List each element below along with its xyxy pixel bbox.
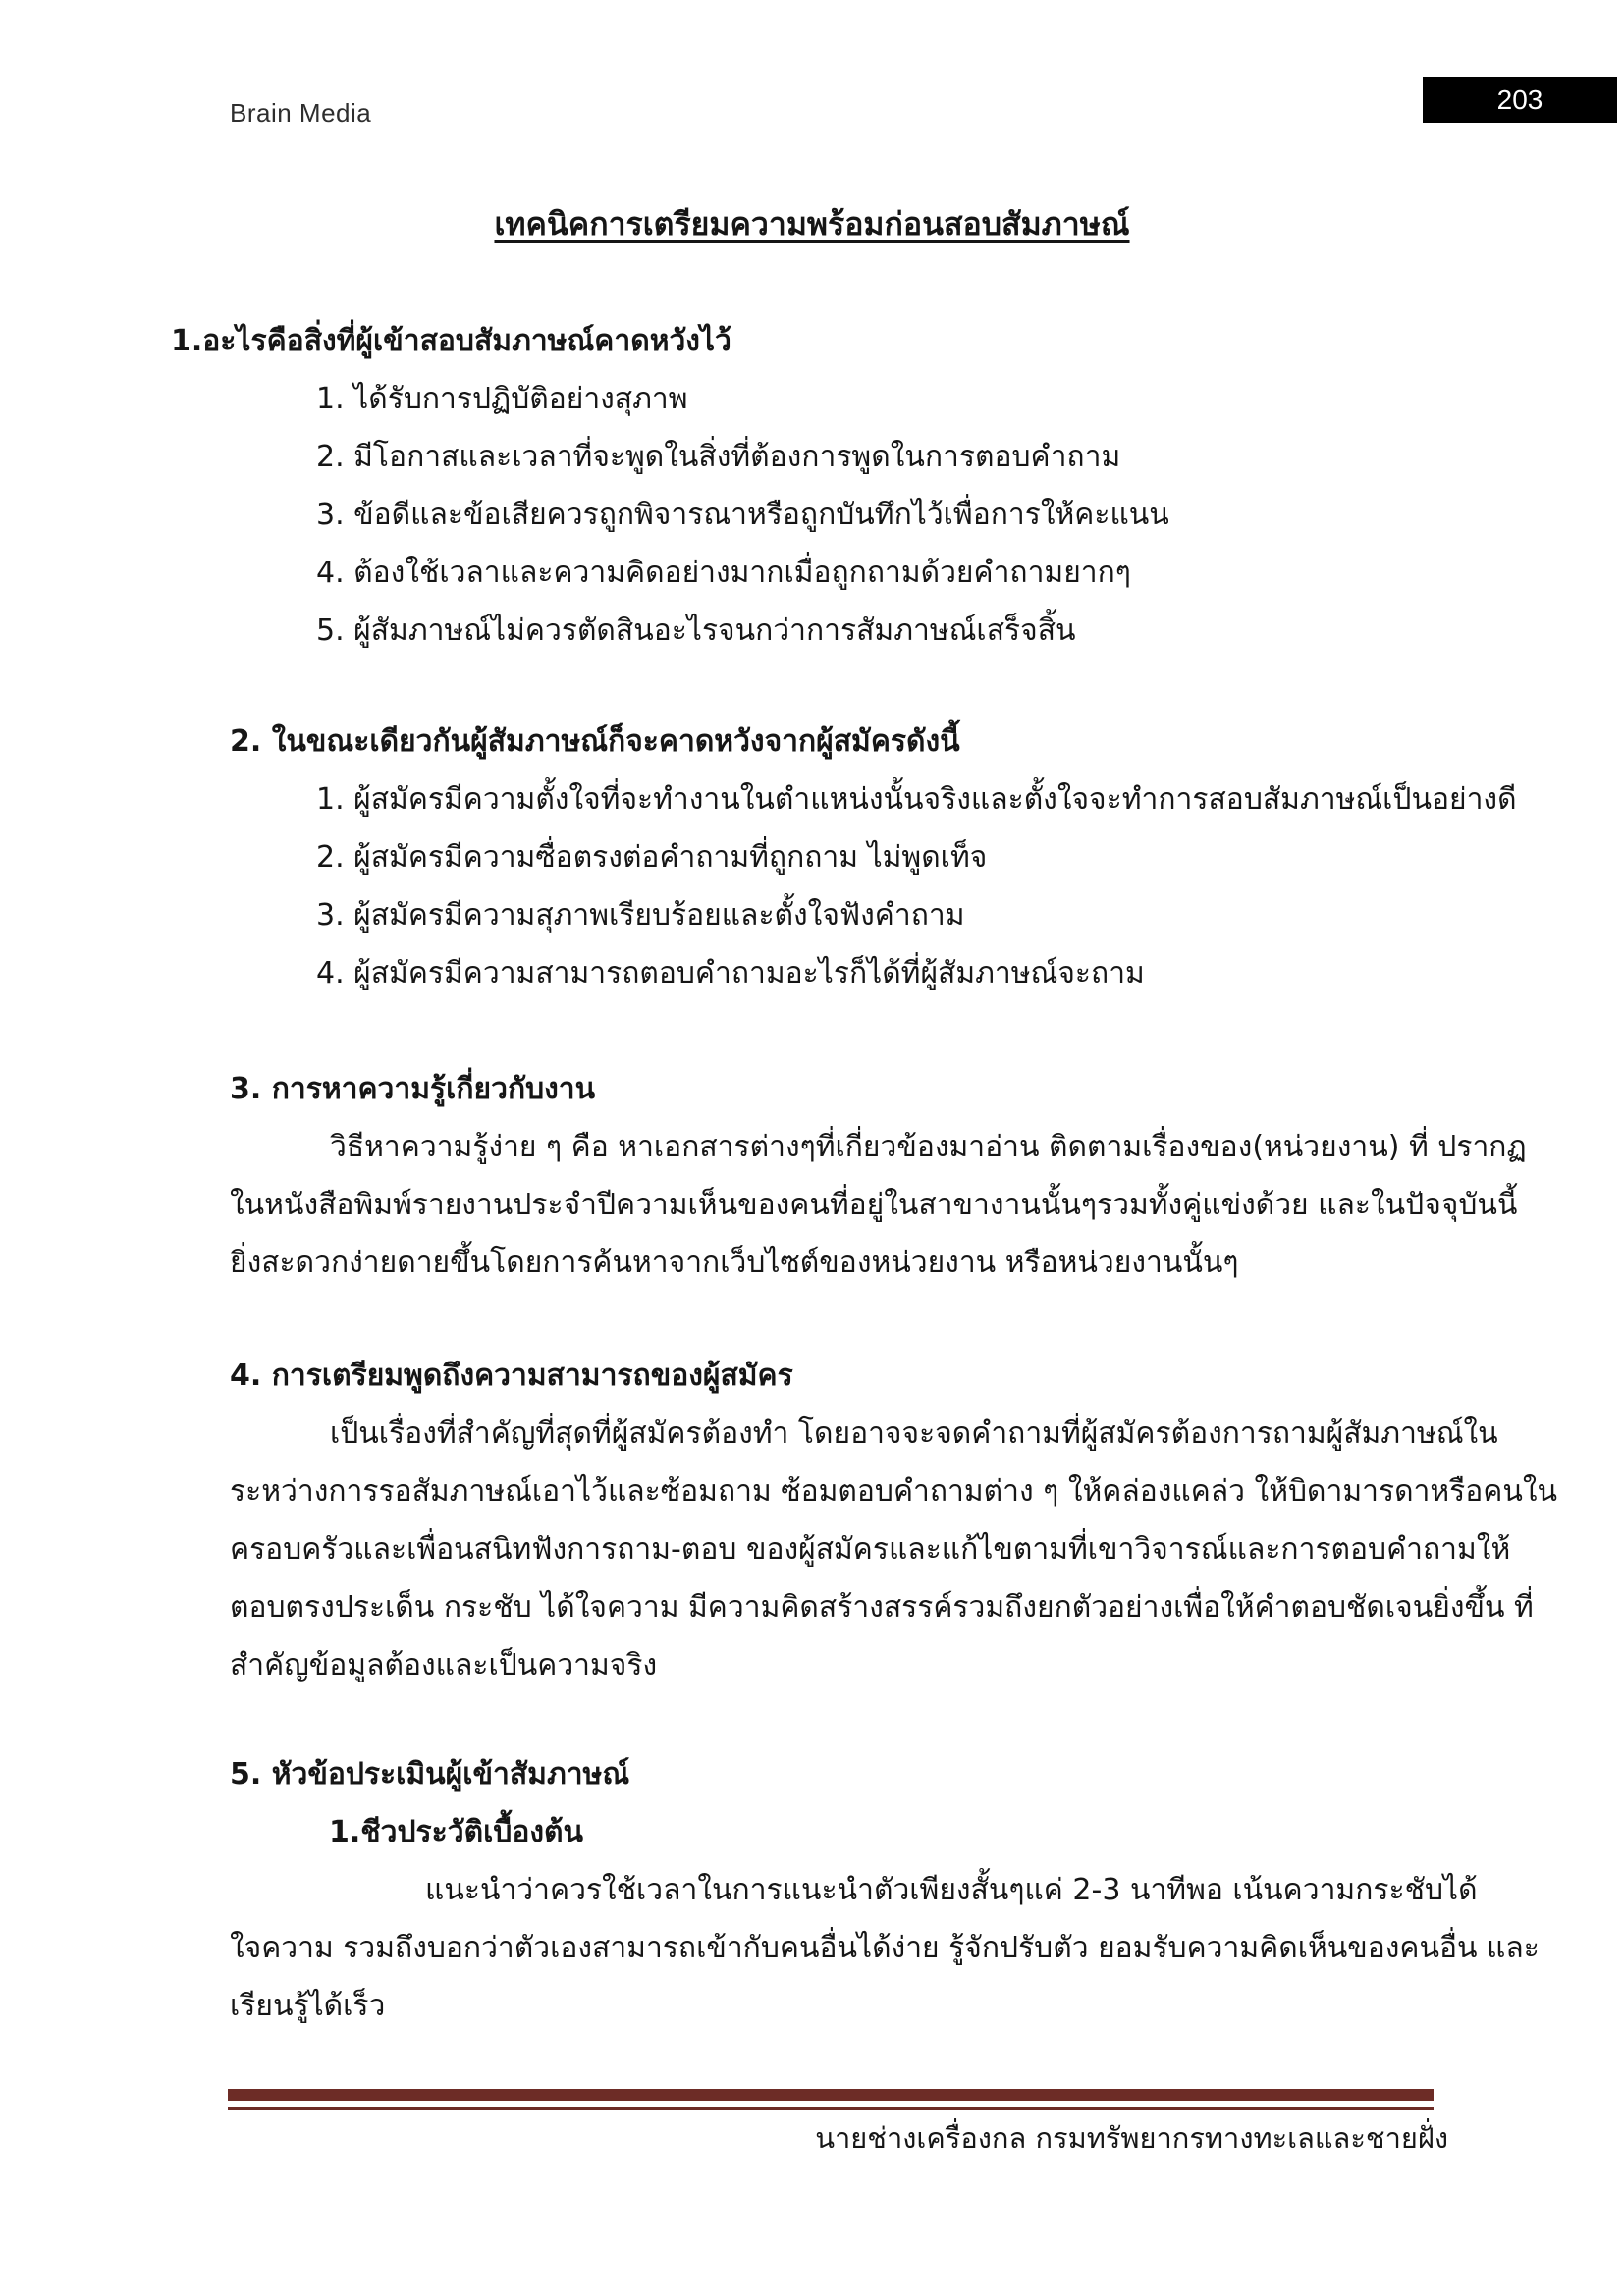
section-heading: 2. ในขณะเดียวกันผู้สัมภาษณ์ก็จะคาดหวังจากผู้สมัครดังนี้ bbox=[230, 724, 960, 759]
paragraph-line: ยิ่งสะดวกง่ายดายขึ้นโดยการค้นหาจากเว็บไซต์ของหน่วยงาน หรือหน่วยงานนั้นๆ bbox=[230, 1246, 1239, 1280]
paragraph-line: ระหว่างการรอสัมภาษณ์เอาไว้และซ้อมถาม ซ้อมตอบคำถามต่าง ๆ ให้คล่องแคล่ว ให้บิดามารดาหรือคนใน bbox=[230, 1474, 1558, 1509]
footer-rule-thin bbox=[228, 2107, 1434, 2110]
section-expectations-of-interviewee bbox=[171, 312, 1585, 660]
list-item: 2. มีโอกาสและเวลาที่จะพูดในสิ่งที่ต้องการพูดในการตอบคำถาม bbox=[316, 440, 1121, 474]
paragraph-line: ใจความ รวมถึงบอกว่าตัวเองสามารถเข้ากับคนอื่นได้ง่าย รู้จักปรับตัว ยอมรับความคิดเห็นของคนอื่น และ bbox=[230, 1931, 1540, 1965]
paragraph-line: ตอบตรงประเด็น กระชับ ได้ใจความ มีความคิดสร้างสรรค์รวมถึงยกตัวอย่างเพื่อให้คำตอบชัดเจนยิ่งขึ้น ที่ bbox=[230, 1590, 1534, 1625]
section-prepare-to-present-abilities bbox=[171, 1347, 1585, 1694]
paragraph-line: เป็นเรื่องที่สำคัญที่สุดที่ผู้สมัครต้องทำ โดยอาจจะจดคำถามที่ผู้สมัครต้องการถามผู้สัมภาษณ์ใน bbox=[330, 1416, 1498, 1451]
page-number: 203 bbox=[1496, 83, 1543, 115]
section-heading: 4. การเตรียมพูดถึงความสามารถของผู้สมัคร bbox=[230, 1359, 793, 1393]
list-item: 3. ข้อดีและข้อเสียควรถูกพิจารณาหรือถูกบันทึกไว้เพื่อการให้คะแนน bbox=[316, 498, 1169, 532]
list-item: 4. ต้องใช้เวลาและความคิดอย่างมากเมื่อถูกถามด้วยคำถามยากๆ bbox=[316, 556, 1131, 590]
section-job-knowledge bbox=[171, 1060, 1585, 1292]
list-item: 5. ผู้สัมภาษณ์ไม่ควรตัดสินอะไรจนกว่าการสัมภาษณ์เสร็จสิ้น bbox=[316, 614, 1076, 648]
list-item: 3. ผู้สมัครมีความสุภาพเรียบร้อยและตั้งใจฟังคำถาม bbox=[316, 898, 965, 933]
page-number-badge bbox=[1423, 77, 1617, 123]
paragraph-line: สำคัญข้อมูลต้องและเป็นความจริง bbox=[230, 1648, 658, 1682]
paragraph-line: ครอบครัวและเพื่อนสนิทฟังการถาม-ตอบ ของผู้สมัครและแก้ไขตามที่เขาวิจารณ์และการตอบคำถามให้ bbox=[230, 1532, 1511, 1567]
footer-credit: นายช่างเครื่องกล กรมทรัพยากรทางทะเลและชายฝั่ง bbox=[815, 2121, 1448, 2155]
paragraph-line: วิธีหาความรู้ง่าย ๆ คือ หาเอกสารต่างๆที่เกี่ยวข้องมาอ่าน ติดตามเรื่องของ(หน่วยงาน) ที่ ปรากฏ bbox=[330, 1130, 1527, 1164]
sub-heading: 1.ชีวประวัติเบื้องต้น bbox=[329, 1815, 584, 1849]
section-heading: 3. การหาความรู้เกี่ยวกับงาน bbox=[230, 1072, 596, 1106]
list-item: 4. ผู้สมัครมีความสามารถตอบคำถามอะไรก็ได้ที่ผู้สัมภาษณ์จะถาม bbox=[316, 956, 1145, 990]
section-interviewer-expectations bbox=[171, 713, 1585, 1002]
paragraph-line: ในหนังสือพิมพ์รายงานประจำปีความเห็นของคนที่อยู่ในสาขางานนั้นๆรวมทั้งคู่แข่งด้วย และในปัจจุบันนี้ bbox=[230, 1188, 1518, 1222]
footer-rule-thick bbox=[228, 2089, 1434, 2101]
list-item: 1. ได้รับการปฏิบัติอย่างสุภาพ bbox=[316, 382, 688, 416]
section-heading: 1.อะไรคือสิ่งที่ผู้เข้าสอบสัมภาษณ์คาดหวังไว้ bbox=[171, 324, 731, 358]
paragraph-line: แนะนำว่าควรใช้เวลาในการแนะนำตัวเพียงสั้นๆแค่ 2-3 นาทีพอ เน้นความกระชับได้ bbox=[425, 1873, 1478, 1907]
list-item: 1. ผู้สมัครมีความตั้งใจที่จะทำงานในตำแหน่งนั้นจริงและตั้งใจจะทำการสอบสัมภาษณ์เป็นอย่างดี bbox=[316, 782, 1517, 817]
document-title: เทคนิคการเตรียมความพร้อมก่อนสอบสัมภาษณ์ bbox=[494, 205, 1130, 242]
paragraph-line: เรียนรู้ได้เร็ว bbox=[230, 1989, 386, 2023]
section-evaluation-topics bbox=[171, 1745, 1585, 2035]
brand-label: Brain Media bbox=[230, 98, 372, 128]
section-heading: 5. หัวข้อประเมินผู้เข้าสัมภาษณ์ bbox=[230, 1757, 630, 1791]
list-item: 2. ผู้สมัครมีความซื่อตรงต่อคำถามที่ถูกถาม ไม่พูดเท็จ bbox=[316, 840, 988, 875]
